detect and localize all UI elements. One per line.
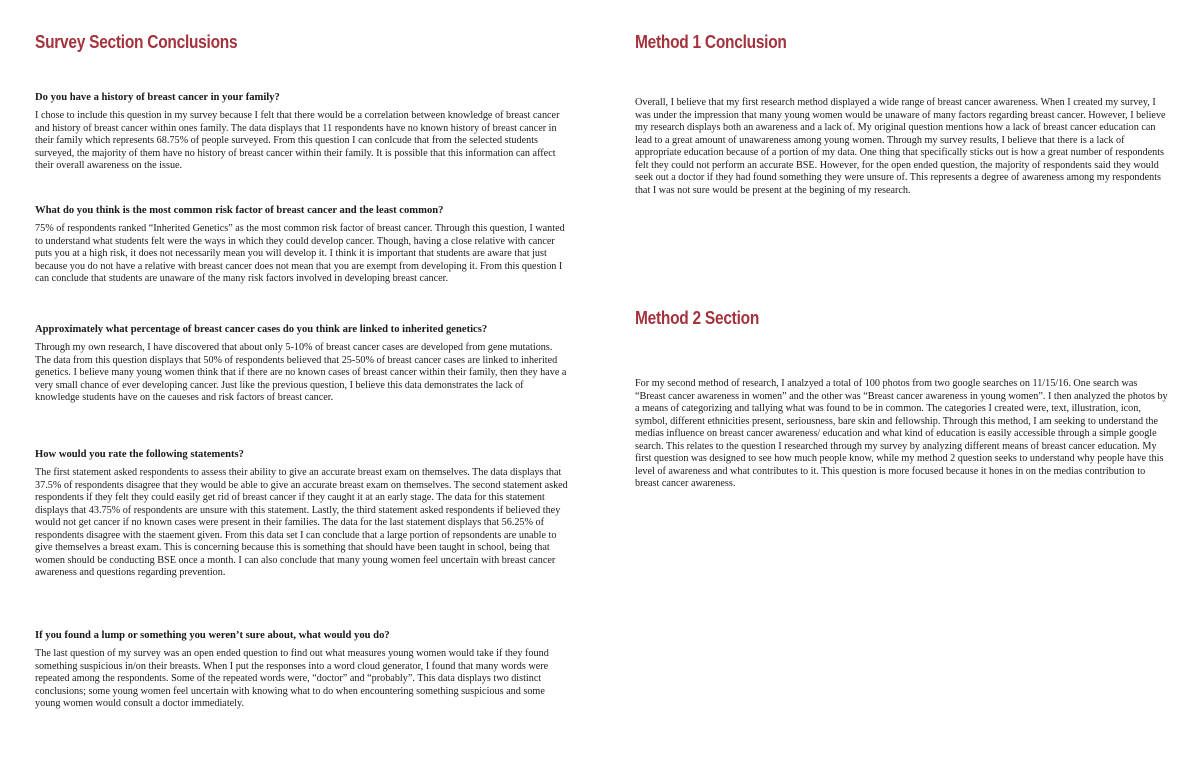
question-answer: The last question of my survey was an open ended question to find out what measures young women would take if they found something suspicious in/on their breasts. When I put the responses into a word cloud generator, I found that many words were repeated among the respondents. Some of the repeated words were, “doctor” and “probably”. This data displays two distinct conclusions; some young women feel uncertain with knowing what to do when encountering something suspicious and some young women would consult a doctor immediately. — [35, 648, 549, 709]
method1-title: Method 1 Conclusion — [635, 32, 787, 52]
method2-title: Method 2 Section — [635, 308, 760, 328]
question-heading: Do you have a history of breast cancer in your family? — [35, 92, 280, 103]
question-block-3 — [35, 323, 570, 405]
method1-block — [635, 97, 1170, 197]
question-heading: What do you think is the most common risk factor of breast cancer and the least common? — [35, 205, 444, 216]
question-block-1 — [35, 91, 570, 173]
question-block-4 — [35, 448, 570, 580]
question-answer: Through my own research, I have discovered that about only 5-10% of breast cancer cases are developed from gene mutations. The data from this question displays that 50% of respondents believed that 25-50% of breast cancer cases are linked to inherited genetics. I believe many young women think that if there are no known cases of breast cancer within their family, then they have a very small chance of ever developing cancer. Just like the previous question, I believe this data demonstrates the lack of knowledge students have on the caueses and risk factors of breast cancer. — [35, 342, 567, 403]
question-block-5 — [35, 629, 570, 711]
method2-block — [635, 378, 1170, 491]
question-heading: How would you rate the following statements? — [35, 449, 244, 460]
right-page — [600, 0, 1200, 776]
question-block-2 — [35, 204, 570, 286]
question-heading: If you found a lump or something you weren’t sure about, what would you do? — [35, 630, 390, 641]
question-answer: 75% of respondents ranked “Inherited Genetics” as the most common risk factor of breast cancer. Through this question, I wanted to understand what students felt were the ways in which they could develop cancer. Though, having a close relative with cancer puts you at a high risk, it does not necessarily mean you will develop it. I think it is important that students are aware that just because you do not have a relative with breast cancer does not mean that you are exempt from developing it. From this question I can conclude that students are unaware of the many risk factors involved in developing breast cancer. — [35, 223, 565, 284]
method2-body: For my second method of research, I analzyed a total of 100 photos from two google searches on 11/15/16. One search was “Breast cancer awareness in women” and the other was “Breast cancer awareness in young women”. I then analyzed the photos by a means of categorizing and tallying what was found to be in common. The categories I created were, text, illustration, icon, symbol, different ethnicities present, seriousness, bare skin and fellowship. Through this method, I am seeking to understand the medias influence on breast cancer awareness/ education and what kind of education is easily accessible through a simple google search. This relates to the question I researched through my survey by analyzing different means of breast cancer education. My first question was designed to see how much people know, while my method 2 question seeks to understand why people have this level of awareness and what contributes to it. This question is more focused because it hones in on the medias contribution to breast cancer awareness. — [635, 378, 1168, 489]
method1-body: Overall, I believe that my first research method displayed a wide range of breast cancer awareness. When I created my survey, I was under the impression that many young women would be unaware of many factors regarding breast cancer. However, I believe my research displays both an awareness and a lack of. My original question mentions how a lack of breast cancer education can lead to a great amount of unawareness among young women. Through my survey results, I believe that there is a lack of appropriate education because of a portion of my data. One thing that specifically sticks out is how a great number of respondents felt they could not perform an accurate BSE. However, for the open ended question, the majority of respondents said they would seek out a doctor if they had found something they were unsure of. This represents a degree of awareness among my respondents that I was not sure would be present at the begining of my research. — [635, 97, 1166, 196]
question-heading: Approximately what percentage of breast cancer cases do you think are linked to inherited genetics? — [35, 324, 488, 335]
question-answer: The first statement asked respondents to assess their ability to give an accurate breast exam on themselves. The data displays that 37.5% of respondents disagree that they would be able to give an accurate breast exam on themselves. The second statement asked respondents if they felt they could easily get rid of breast cancer if they caught it at an early stage. The data for this statement displays that 43.75% of respondents are unsure with this statement. Lastly, the third statement asked respondents if believed they would not get cancer if no known cases were present in their families. The data for the last statement displays that 56.25% of respondents disagree with the staement given. From this data set I can conclude that a large portion of repsondents are unable to give themselves a breast exam. This is concerning because this is something that should have been taught in school, being that women should be conducting BSE once a month. I can also conclude that many young women feel uncertain with breast cancer awareness and questions regarding prevention. — [35, 467, 568, 578]
question-answer: I chose to include this question in my survey because I felt that there would be a correlation between knowledge of breast cancer and history of breast cancer within ones family. The data displays that 11 respondents have no known history of breast cancer in their family which represents 68.75% of people surveyed. From this question I can conlcude that from the selected students surveyed, the majority of them have no history of breast cancer within their family. It is possible that this information can affect their overall awareness on the issue. — [35, 110, 560, 171]
survey-section-title: Survey Section Conclusions — [35, 32, 238, 52]
